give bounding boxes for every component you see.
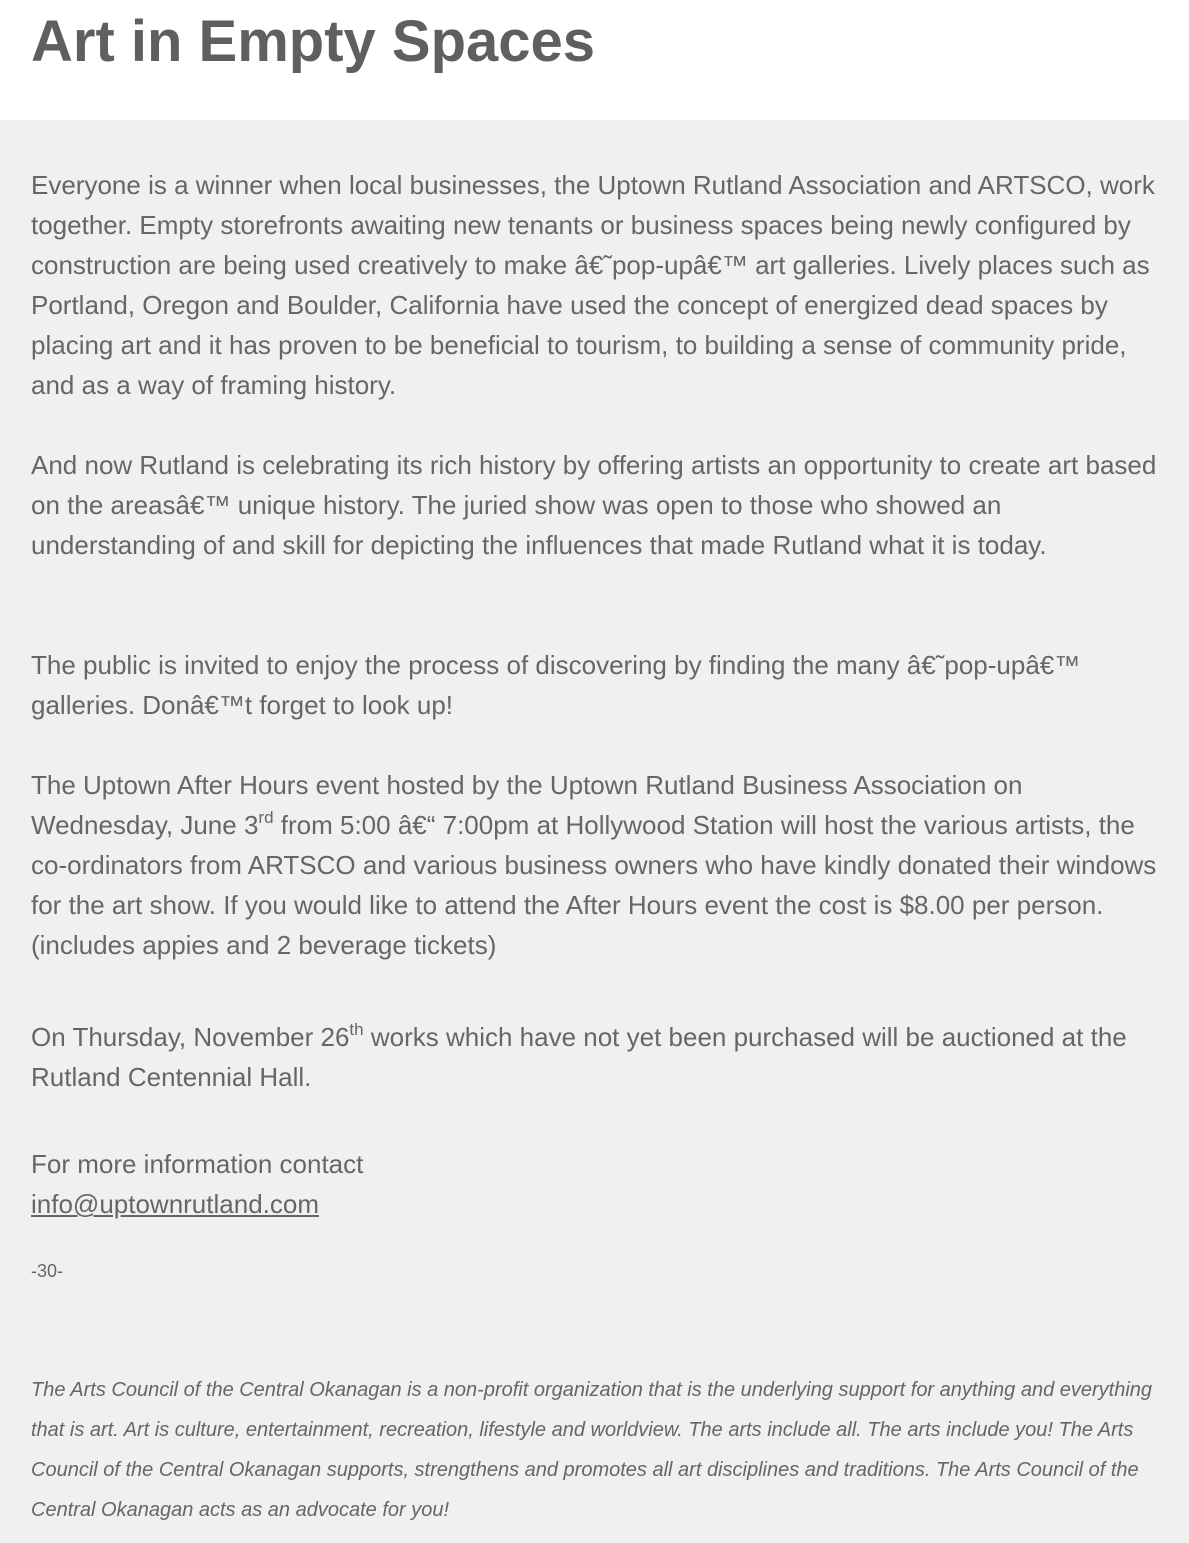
event-date-suffix: rd [258,807,274,827]
contact-email-link[interactable]: info@uptownrutland.com [31,1189,319,1219]
paragraph-after-hours-event [31,765,1166,965]
event-text-end: from 5:00 â€“ 7:00pm at Hollywood Station will host the various artists, the co-ordinators from ARTSCO and various business owners who have kindly donated their windows for the art show. If you would like to attend the After Hours event the cost is $8.00 per person. (includes appies and 2 beverage tickets) [31,810,1157,960]
contact-block [31,1144,1166,1224]
auction-text-end: works which have not yet been purchased will be auctioned at the Rutland Centennial Hall. [31,1022,1127,1092]
paragraph-intro: Everyone is a winner when local businesses, the Uptown Rutland Association and ARTSCO, work together. Empty storefronts awaiting new tenants or business spaces being newly configured by construction are being used creatively to make â€˜pop-upâ€™ art galleries. Lively places such as Portland, Oregon and Boulder, California have used the concept of energized dead spaces by placing art and it has proven to be beneficial to tourism, to building a sense of community pride, and as a way of framing history. [31,170,1155,400]
auction-date-suffix: th [349,1019,364,1039]
auction-text-start: On Thursday, November 26 [31,1022,350,1052]
end-mark: -30- [31,1261,64,1281]
arts-council-footer-note: The Arts Council of the Central Okanagan is a non-profit organization that is the underlying support for anything and everything that is art. Art is culture, entertainment, recreation, lifestyle and worldview. The arts include all. The arts include you! The Arts Council of the Central Okanagan supports, strengthens and promotes all art disciplines and traditions. The Arts Council of the Central Okanagan acts as an advocate for you! [31,1379,1153,1521]
contact-label: For more information contact [31,1149,364,1179]
paragraph-auction [31,1017,1166,1097]
event-text-start: The Uptown After Hours event hosted by the Uptown Rutland Business Association on Wednesday, June 3 [31,770,1023,840]
paragraph-public-invite: The public is invited to enjoy the process of discovering by finding the many â€˜pop-upâ€™ galleries. Donâ€™t forget to look up! [31,650,1081,720]
header [0,0,1189,120]
page-title: Art in Empty Spaces [31,9,596,74]
paragraph-history: And now Rutland is celebrating its rich history by offering artists an opportunity to create art based on the areasâ€™ unique history. The juried show was open to those who showed an understanding of and skill for depicting the influences that made Rutland what it is today. [31,450,1157,560]
